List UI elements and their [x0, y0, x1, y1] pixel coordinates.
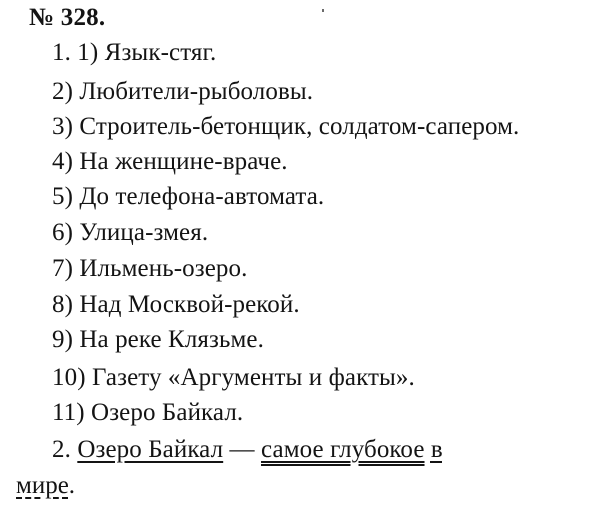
- sentence-number: 2.: [52, 436, 71, 463]
- answer-line-3: 3) Строитель-бетонщик, солдатом-сапером.: [52, 113, 520, 140]
- subject-underlined: Озеро Байкал: [77, 436, 224, 463]
- answer-line-11: 11) Озеро Байкал.: [52, 399, 244, 426]
- answer-line-5: 5) До телефона-автомата.: [52, 183, 325, 210]
- exercise-number: № 328.: [29, 4, 106, 31]
- preposition: в: [430, 436, 443, 463]
- answer-line-8: 8) Над Москвой-рекой.: [52, 291, 300, 318]
- sentence-period: .: [68, 472, 76, 499]
- answer-line-7: 7) Ильмень-озеро.: [52, 255, 248, 282]
- answer-line-6: 6) Улица-змея.: [52, 219, 209, 246]
- stray-mark: [322, 9, 324, 12]
- object-underlined: мире: [16, 472, 69, 499]
- analysis-sentence: [52, 436, 443, 464]
- predicate-underlined: самое глубокое: [261, 436, 425, 463]
- answer-line-2: 2) Любители-рыболовы.: [52, 78, 314, 105]
- answer-line-9: 9) На реке Клязьме.: [52, 326, 264, 353]
- answer-line-4: 4) На женщине-враче.: [52, 148, 288, 175]
- analysis-sentence-end: [16, 472, 75, 500]
- answer-line-10: 10) Газету «Аргументы и факты».: [52, 364, 415, 391]
- answer-line-1: 1. 1) Язык-стяг.: [52, 39, 217, 66]
- dash: —: [229, 436, 255, 463]
